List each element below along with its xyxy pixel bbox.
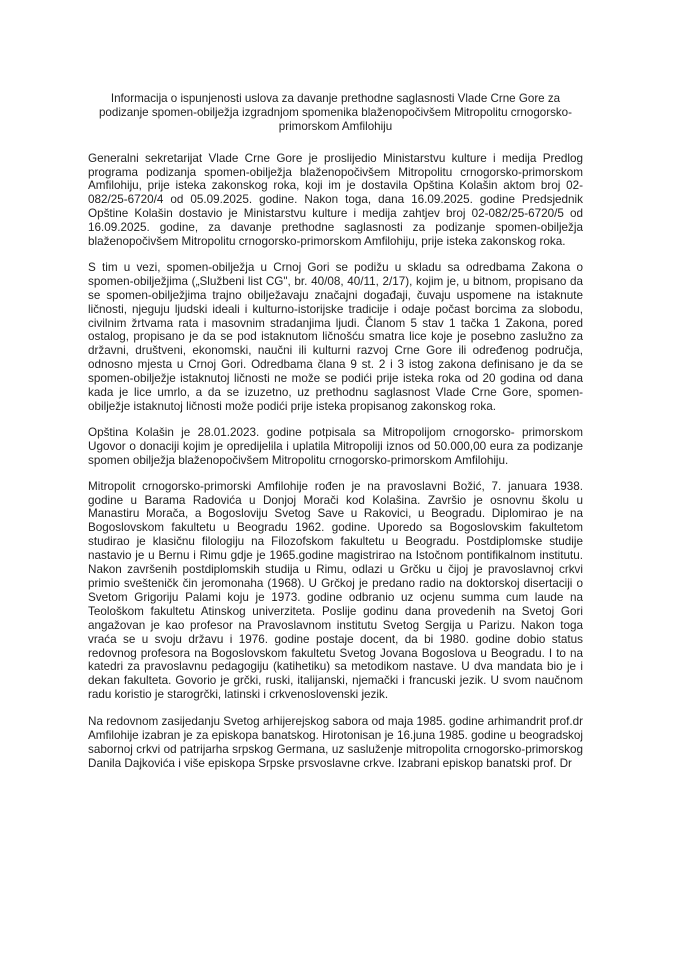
paragraph-4: Mitropolit crnogorsko-primorski Amfilohije rođen je na pravoslavni Božić, 7. januara 1938. godine u Barama Radovića u Donjoj Morači kod Kolašina. Završio je osnovnu školu u Manastiru Morača, a Bogosloviju Svetog Save u Rakovici, u Beogradu. Diplomirao je na Bogoslovskom fakultetu u Beogradu 1962. godine. Uporedo sa Bogoslovskim fakultetom studirao je klasičnu filologiju na Filozofskom fakultetu u Beogradu. Postdiplomske studije nastavio je u Bernu i Rimu gdje je 1965.godine magistrirao na Istočnom pontifikalnom institutu. Nakon završenih postdiplomskih studija u Rimu, odlazi u Grčku u čijoj je pravoslavnoj crkvi primio svešteničk čin jeromonaha (1968). U Grčkoj je predano radio na doktorskoj disertaciji o Svetom Grigoriju Palami koju je 1973. godine odbranio uz ocjenu summa cum laude na Teološkom fakultetu Atinskog univerziteta. Poslije godinu dana provedenih na Svetoj Gori angažovan je kao profesor na Pravoslavnom institutu Svetog Sergija u Parizu. Nakon toga vraća se u svoju državu i 1976. godine postaje docent, da bi 1980. godine dobio status redovnog profesora na Bogoslovskom fakultetu Svetog Jovana Bogoslova u Beogradu. I to na katedri za pravoslavnu pedagogiju (katihetiku) sa metodikom nastave. U dva mandata bio je i dekan fakulteta. Govorio je grčki, ruski, italijanski, njemački i francuski jezik. U svom naučnom radu koristio je starogrčki, latinski i crkvenoslovenski jezik.: [88, 479, 583, 702]
paragraph-1: Generalni sekretarijat Vlade Crne Gore je proslijedio Ministarstvu kulture i medija Predlog programa podizanja spomen-obilježja blaženopočivšem Mitropolitu crnogorsko-primorskom Amfilohiju, prije isteka zakonskog roka, koji im je dostavila Opština Kolašin aktom broj 02-082/25-6720/4 od 05.09.2025. godine. Nakon toga, dana 16.09.2025. godine Predsjednik Opštine Kolašin dostavio je Ministarstvu kulture i medija zahtjev broj 02-082/25-6720/5 od 16.09.2025. godine, za davanje prethodne saglasnosti za podizanje spomen-obilježja blaženopočivšem Mitropolitu crnogorsko-primorskom Amfilohiju, prije isteka zakonskog roka.: [88, 151, 583, 249]
paragraph-2: S tim u vezi, spomen-obilježja u Crnoj Gori se podižu u skladu sa odredbama Zakona o spomen-obilježjima („Službeni list CG", br. 40/08, 40/11, 2/17), kojim je, u bitnom, propisano da se spomen-obilježjima trajno obilježavaju značajni događaji, čuvaju uspomene na istaknute ličnosti, njeguju ljudski ideali i kulturno-istorijske tradicije i odaje počast borcima za slobodu, civilnim žrtvama rata i masovnim stradanjima ljudi. Članom 5 stav 1 tačka 1 Zakona, pored ostalog, propisano je da se pod istaknutom ličnošću smatra lice koje je posebno zaslužno za državni, društveni, ekonomski, naučni ili kulturni razvoj Crne Gore ili određenog područja, odnosno mjesta u Crnoj Gori. Odredbama člana 9 st. 2 i 3 istog zakona definisano je da se spomen-obilježje istaknutoj ličnosti ne može se podići prije isteka roka od 20 godina od dana kada je lice umrlo, a da se izuzetno, uz prethodnu saglasnost Vlade Crne Gore, spomen-obilježje istaknutoj ličnosti može podići prije isteka propisanog zakonskog roka.: [88, 260, 583, 414]
paragraph-3: Opština Kolašin je 28.01.2023. godine potpisala sa Mitropolijom crnogorsko- primorskom Ugovor o donaciji kojim je opredijelila i uplatila Mitropoliji iznos od 50.000,00 eura za podizanje spomen obilježja blaženopočivšem Mitropolitu crnogorsko-primorskom Amfilohiju.: [88, 425, 583, 467]
document-title: Informacija o ispunjenosti uslova za davanje prethodne saglasnosti Vlade Crne Gore za podizanje spomen-obilježja izgradnjom spomenika blaženopočivšem Mitropolitu crnogorsko-primorskom Amfilohiju: [98, 92, 572, 134]
paragraph-5: Na redovnom zasijedanju Svetog arhijerejskog sabora od maja 1985. godine arhimandrit prof.dr Amfilohije izabran je za episkopa banatskog. Hirotonisan je 16.juna 1985. godine u beogradskoj sabornoj crkvi od patrijarha srpskog Germana, uz sasluženje mitropolita crnogorsko-primorskog Danila Dajkovića i više episkopa Srpske prsvoslavne crkve. Izabrani episkop banatski prof. Dr: [88, 715, 583, 770]
